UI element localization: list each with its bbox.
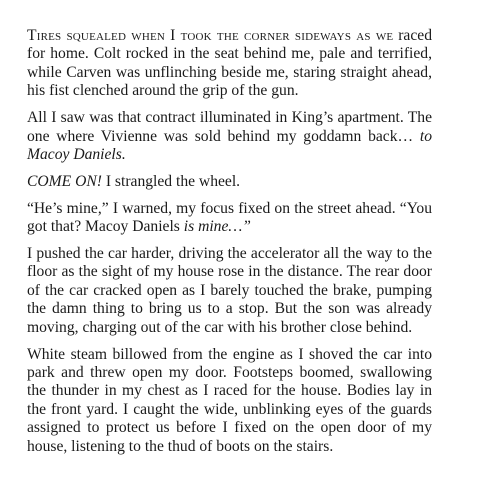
paragraph-3 [27, 173, 432, 191]
paragraph-1-lead: Tires squealed when I took the corner sideways as we [27, 27, 394, 44]
paragraph-6 [27, 346, 432, 456]
paragraph-2 [27, 109, 432, 164]
paragraph-5 [27, 245, 432, 337]
paragraph-4-italic: is mine…” [183, 218, 251, 236]
paragraph-2-text: All I saw was that contract illuminated in King’s apartment. The one where Vivienne was sold behind my goddamn back… [27, 109, 432, 145]
paragraph-4-text: “He’s mine,” I warned, my focus fixed on the street ahead. “You got that? Macoy Daniels [27, 199, 432, 236]
paragraph-5-text: I pushed the car harder, driving the accelerator all the way to the floor as the sight of my house rose in the distance. The rear door of the car cracked open as I barely touched the brake, pumping the damn thing to bring us to a stop. But the son was already moving, charging out of the car with his brother close behind. [27, 245, 432, 336]
paragraph-3-italic: COME ON! [27, 172, 102, 190]
paragraph-3-text: I strangled the wheel. [101, 172, 241, 190]
paragraph-6-text: White steam billowed from the engine as I shoved the car into park and threw open my door. Footsteps boomed, swallowing the thunder in my chest as I raced for the house. Bodies lay in the front yard. I caught the wide, unblinking eyes of the guards assigned to protect us before I fixed on the open door of my house, listening to the thud of boots on the stairs. [27, 345, 432, 455]
paragraph-1-text: raced for home. Colt rocked in the seat behind me, pale and terrified, while Carven was unflinching beside me, staring straight ahead, his fist clenched around the grip of the gun. [27, 27, 432, 100]
paragraph-4 [27, 200, 432, 237]
paragraph-2-italic: to Macoy Daniels. [27, 127, 432, 163]
paragraph-1 [27, 27, 432, 101]
